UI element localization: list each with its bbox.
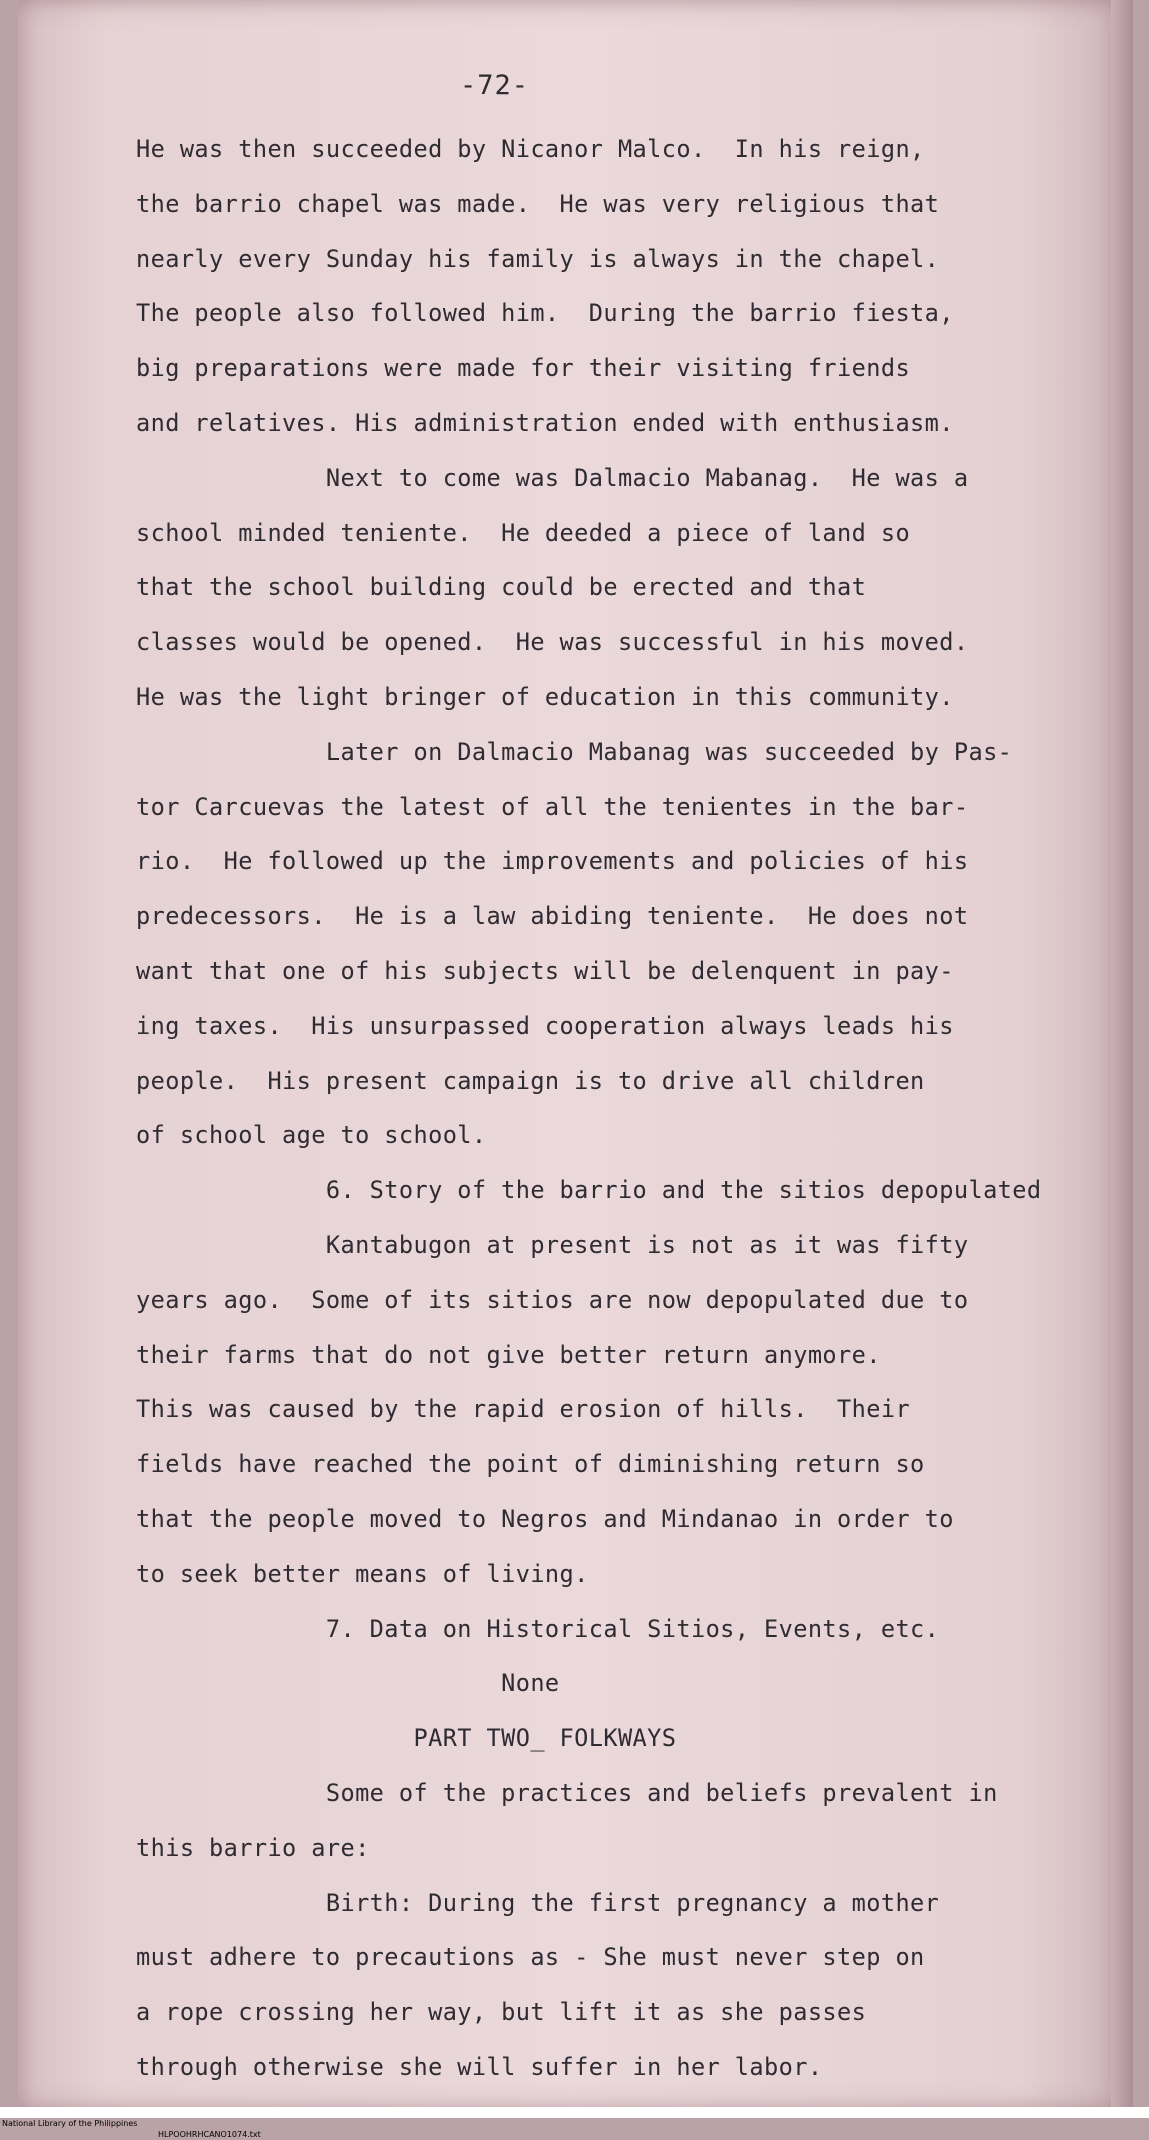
text-line: Later on Dalmacio Mabanag was succeeded by Pas-	[136, 737, 1013, 766]
text-line: fields have reached the point of diminishing return so	[136, 1450, 925, 1479]
text-line: ing taxes. His unsurpassed cooperation always leads his	[136, 1011, 954, 1040]
text-line: big preparations were made for their visiting friends	[136, 354, 911, 383]
section-heading-7: 7. Data on Historical Sitios, Events, etc.	[136, 1614, 940, 1643]
text-line: that the people moved to Negros and Mindanao in order to	[136, 1504, 954, 1533]
section-heading-6: 6. Story of the barrio and the sitios depopulated	[136, 1176, 1042, 1205]
text-line: None	[136, 1669, 560, 1698]
text-line: classes would be opened. He was successful in his moved.	[136, 628, 969, 657]
text-line: their farms that do not give better return anymore.	[136, 1340, 881, 1369]
text-line: and relatives. His administration ended with enthusiasm.	[136, 408, 954, 437]
text-line: of school age to school.	[136, 1121, 487, 1150]
text-line: rio. He followed up the improvements and policies of his	[136, 847, 969, 876]
typed-text-block	[136, 122, 1086, 2095]
text-line: this barrio are:	[136, 1833, 370, 1862]
footer-source: National Library of the Philippines	[2, 2119, 138, 2128]
text-line: school minded teniente. He deeded a piece of land so	[136, 518, 911, 547]
part-title: PART TWO_ FOLKWAYS	[136, 1724, 677, 1753]
footer-filename: HLPOOHRHCANO1074.txt	[158, 2130, 261, 2139]
text-line: through otherwise she will suffer in her labor.	[136, 2052, 823, 2081]
text-line: Birth: During the first pregnancy a mother	[136, 1888, 940, 1917]
scan-footer	[0, 2107, 1149, 2139]
text-line: Kantabugon at present is not as it was fifty	[136, 1230, 969, 1259]
text-line: Next to come was Dalmacio Mabanag. He was a	[136, 463, 969, 492]
text-line: want that one of his subjects will be delenquent in pay-	[136, 956, 954, 985]
text-line: nearly every Sunday his family is always in the chapel.	[136, 244, 940, 273]
text-line: The people also followed him. During the barrio fiesta,	[136, 299, 954, 328]
text-line: He was the light bringer of education in this community.	[136, 682, 954, 711]
page-number: -72-	[460, 70, 530, 101]
document-page	[18, 0, 1133, 2110]
text-line: the barrio chapel was made. He was very religious that	[136, 189, 940, 218]
page-edge	[1111, 0, 1133, 2110]
text-line: tor Carcuevas the latest of all the tenientes in the bar-	[136, 792, 969, 821]
text-line: years ago. Some of its sitios are now depopulated due to	[136, 1285, 969, 1314]
text-line: people. His present campaign is to drive all children	[136, 1066, 925, 1095]
text-line: Some of the practices and beliefs prevalent in	[136, 1778, 998, 1807]
text-line: a rope crossing her way, but lift it as she passes	[136, 1998, 867, 2027]
text-line: to seek better means of living.	[136, 1559, 589, 1588]
text-line: must adhere to precautions as - She must never step on	[136, 1943, 925, 1972]
text-line: This was caused by the rapid erosion of hills. Their	[136, 1395, 911, 1424]
text-line: that the school building could be erected and that	[136, 573, 867, 602]
text-line: predecessors. He is a law abiding teniente. He does not	[136, 902, 969, 931]
text-line: He was then succeeded by Nicanor Malco. In his reign,	[136, 135, 925, 163]
